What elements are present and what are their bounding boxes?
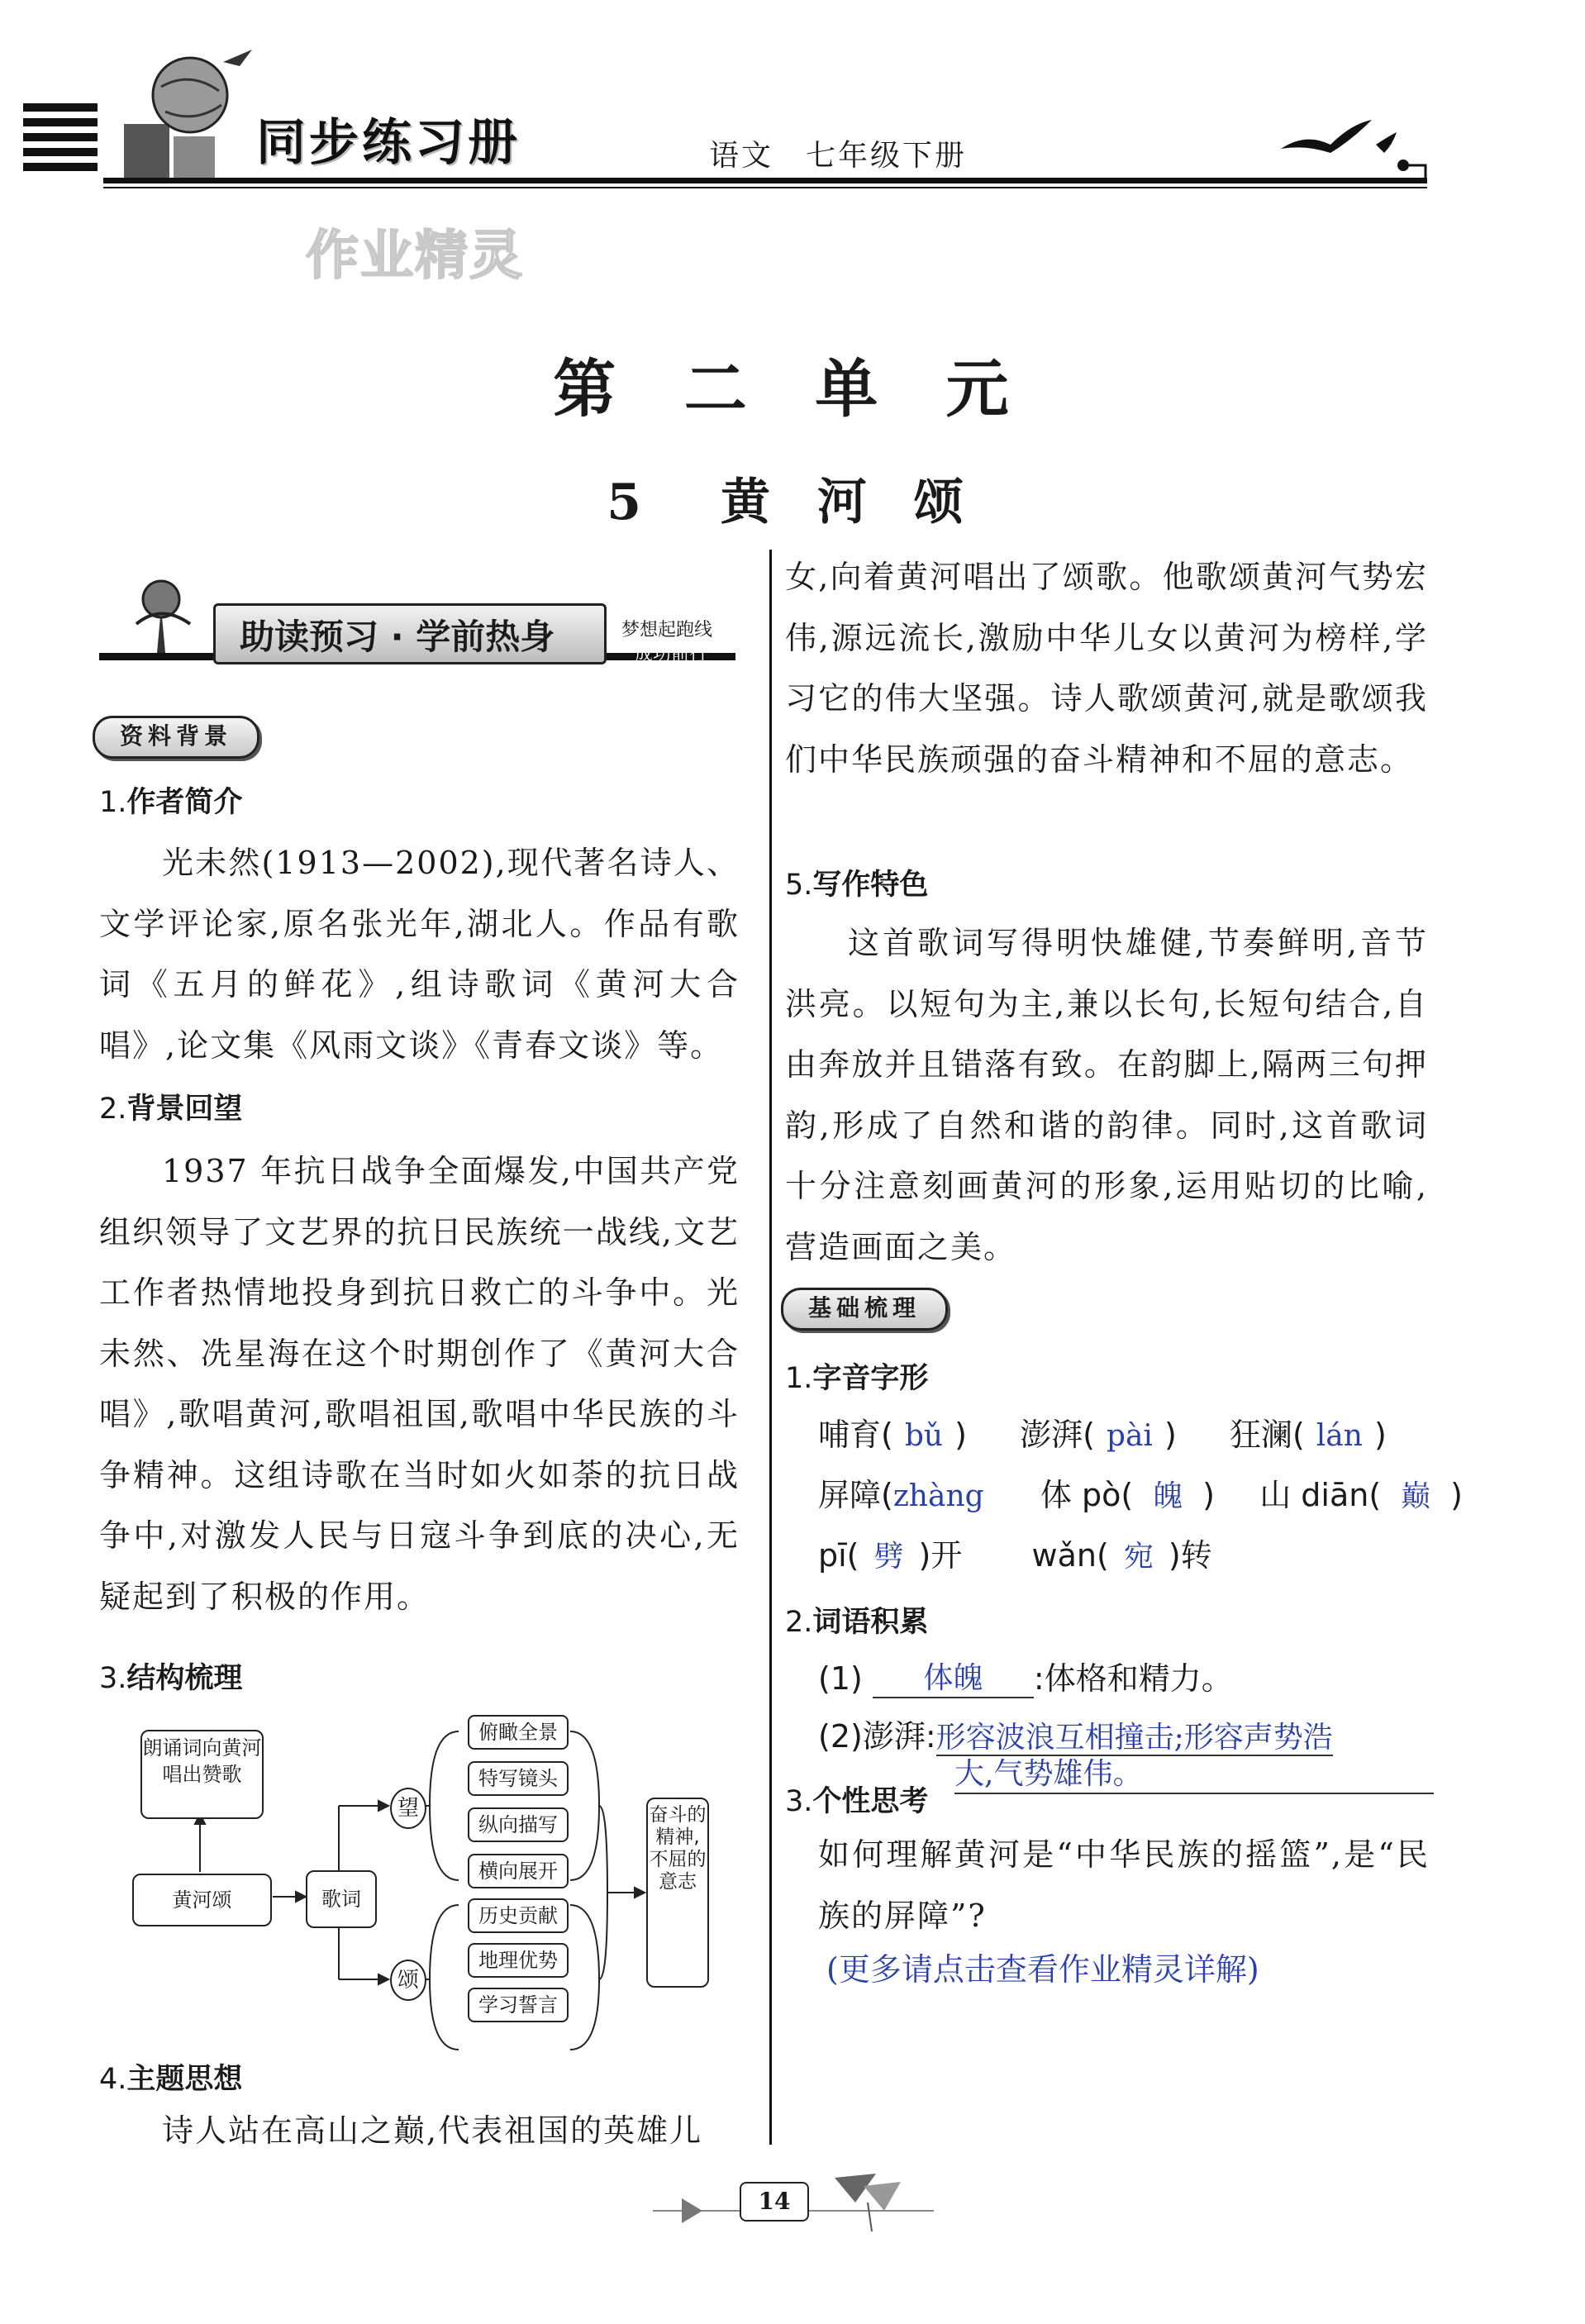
banner-slogan-2: 成功前行 [635,645,708,665]
vocab-item-1: (1) 体魄 :体格和精力。 [818,1653,1233,1698]
writing-feature-text: 这首歌词写得明快雄健,节奏鲜明,音节洪亮。以短句为主,兼以长句,长短句结合,自由奔放并且错落有致。在韵脚上,隔两三句押韵,形成了自然和谐的韵律。同时,这首歌词十分注意刻画黄河的形象,运用贴切的比喻,营造画面之美。 [785,925,1428,1265]
section-background-heading: 2.背景回望 [99,1093,243,1126]
tree-icon [116,574,207,657]
author-intro-text: 光未然(1913—2002),现代著名诗人、文学评论家,原名张光年,湖北人。作品有歌词《五月的鲜花》,组诗歌词《黄河大合唱》,论文集《风雨文谈》《青春文谈》等。 [99,845,740,1064]
diagram-title-box: 黄河颂 [132,1874,272,1926]
diagram-song-item: 历史贡献 [468,1898,569,1933]
header-rule [103,178,1427,183]
section-theme-heading: 4.主题思想 [99,2063,243,2096]
section-vocab-heading: 2.词语积累 [785,1606,929,1639]
page-number: 14 [740,2182,809,2222]
pinyin-row: 哺育( bǔ ) 澎湃( pài ) 狂澜( lán ) [818,1417,1387,1453]
tag-background: 资料背景 [93,716,259,759]
diagram-result-box: 奋斗的精神,不屈的意志 [646,1798,709,1988]
vocab-answer-line: 大,气势雄伟。 [954,1750,1434,1794]
more-details-link[interactable]: (更多请点击查看作业精灵详解) [826,1951,1259,1988]
theme-text: 诗人站在高山之巅,代表祖国的英雄儿 [162,2112,703,2149]
section-author-heading: 1.作者简介 [99,786,243,819]
pinyin-row: 屏障(zhàng 体 pò( 魄 ) 山 diān( 巅 ) [818,1477,1463,1513]
subject-grade: 语文 七年级下册 [709,139,968,173]
background-text: 1937 年抗日战争全面爆发,中国共产党组织领导了文艺界的抗日民族统一战线,文艺工作者热情地投身到抗日救亡的斗争中。光未然、冼星海在这个时期创作了《黄河大合唱》,歌唱黄河,歌唱祖国,歌唱中华民族的斗争精神。这组诗歌在当时如火如荼的抗日战争中,对激发人民与日寇斗争到底的决心,无疑起到了积极的作用。 [99,1153,740,1615]
diagram-song-item: 地理优势 [468,1943,569,1978]
header-stripes [23,103,98,186]
diagram-wang-item: 俯瞰全景 [468,1715,569,1750]
vocab-item-2: (2)澎湃:形容波浪互相撞击;形容声势浩 [818,1718,1333,1755]
diagram-praise-box: 朗诵词向黄河唱出赞歌 [140,1730,264,1819]
column-divider [769,550,772,2145]
diagram-wang-node: 望 [390,1788,426,1829]
pinyin-exercise [818,1405,1463,1586]
diagram-wang-item: 特写镜头 [468,1761,569,1796]
birds-icon [1273,107,1430,182]
header-rule-thin [103,187,1427,188]
tag-basics: 基础梳理 [781,1288,948,1331]
section-pinyin-heading: 1.字音字形 [785,1362,929,1395]
section-thinking-heading: 3.个性思考 [785,1785,929,1818]
section-banner-title: 助读预习 · 学前热身 [240,617,555,657]
diagram-song-item: 学习誓言 [468,1988,569,2022]
section-writing-heading: 5.写作特色 [785,869,929,902]
pinyin-row: pī( 劈 )开 wǎn( 宛 )转 [818,1537,1212,1574]
diagram-song-node: 颂 [390,1960,426,2001]
thinking-question: 如何理解黄河是“中华民族的摇篮”,是“民族的屏障”? [818,1836,1430,1934]
theme-text-continued: 女,向着黄河唱出了颂歌。他歌颂黄河气势宏伟,源远流长,激励中华儿女以黄河为榜样,学习它的伟大坚强。诗人歌颂黄河,就是歌颂我们中华民族顽强的奋斗精神和不屈的意志。 [785,559,1428,778]
unit-title: 第 二 单 元 [553,352,1032,426]
structure-diagram [132,1715,727,2079]
watermark: 作业精灵 [306,226,524,287]
diagram-lyrics-box: 歌词 [306,1870,377,1928]
diagram-wang-item: 横向展开 [468,1854,569,1888]
globe-logo-icon [116,45,256,182]
diagram-wang-item: 纵向描写 [468,1807,569,1842]
lesson-title: 5 黄 河 颂 [607,474,978,531]
banner-slogan-1: 梦想起跑线 [621,620,713,641]
book-title: 同步练习册 [256,114,521,172]
section-structure-heading: 3.结构梳理 [99,1662,243,1695]
